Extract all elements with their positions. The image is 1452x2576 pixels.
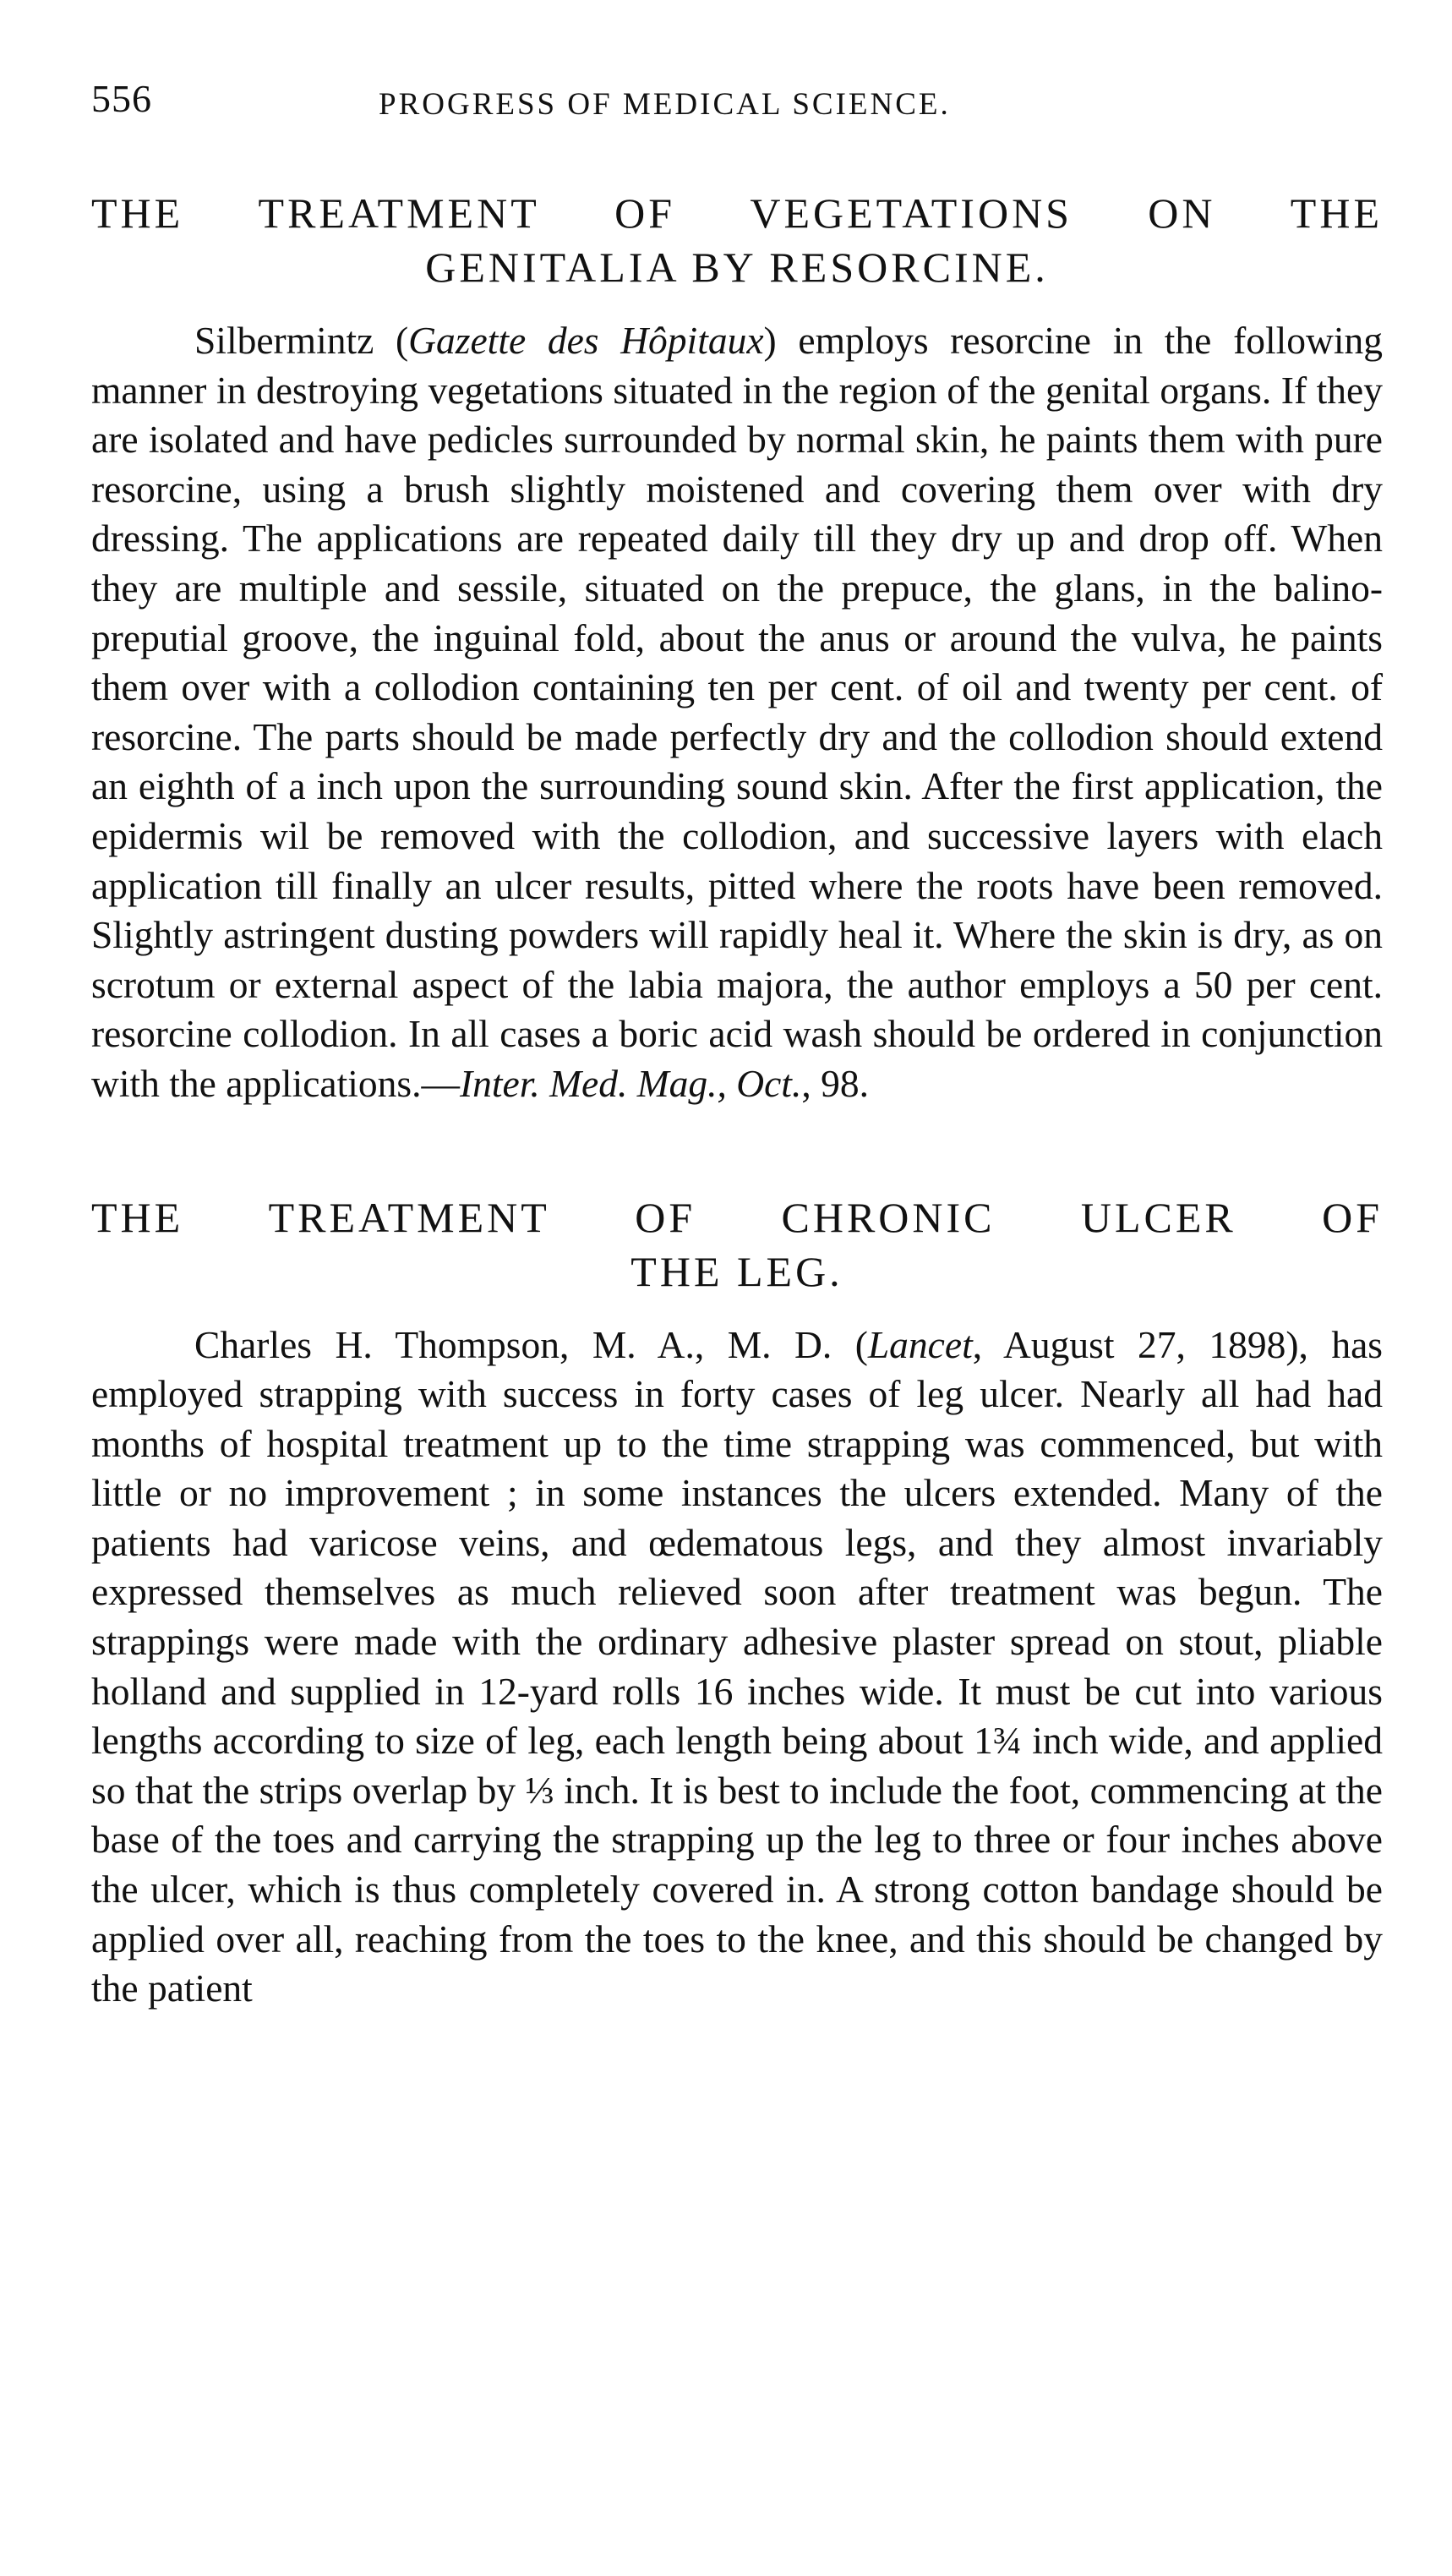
article-title	[91, 186, 1383, 294]
article-title-line-1: THE TREATMENT OF CHRONIC ULCER OF	[91, 1193, 1383, 1241]
article-text: ) employs resorcine in the following manner in destroying vegetations situated in the region of the genital organs. If they are isolated and have pedicles surrounded by normal skin, he paints them with pure resorcine, using a brush slightly moistened and covering them over with dry dressing. The applications are repeated daily till they dry up and drop off. When they are multiple and sessile, situated on the prepuce, the glans, in the balino-preputial groove, the inguinal fold, about the anus or around the vulva, he paints them over with a collodion containing ten per cent. of oil and twenty per cent. of resorcine. The parts should be made perfectly dry and the collodion should extend an eighth of a inch upon the surrounding sound skin. After the first application, the epidermis wil be removed with the collodion, and successive layers with elach application till finally an ulcer results, pitted where the roots have been removed. Slightly astringent dusting powders will rapidly heal it. Where the skin is dry, as on scrotum or external aspect of the labia majora, the author employs a 50 per cent. resorcine collodion. In all cases a boric acid wash should be ordered in conjunction with the applications.—	[91, 319, 1383, 1105]
article-chronic-ulcer	[91, 1190, 1383, 2014]
page-number: 556	[91, 77, 152, 120]
article-vegetations	[91, 186, 1383, 1109]
journal-title: PROGRESS OF MEDICAL SCIENCE.	[379, 87, 951, 122]
citation-tail: , 98.	[801, 1061, 869, 1105]
source-journal: Gazette des Hôpitaux	[408, 319, 764, 362]
article-author: Charles H. Thompson, M. A., M. D.	[194, 1322, 832, 1366]
article-title-line-1: THE TREATMENT OF VEGETATIONS ON THE	[91, 189, 1383, 237]
article-body	[91, 1321, 1383, 2014]
book-page	[91, 76, 1383, 2014]
article-title	[91, 1190, 1383, 1299]
article-title-line-2: THE LEG.	[630, 1247, 843, 1295]
article-text: , August 27, 1898), has employed strapping with success in forty cases of leg ulcer. Nearly all had had months of hospital treatment up to the time strapping was commenced, but with little or no improvement ; in some instances the ulcers extended. Many of the patients had varicose veins, and œdematous legs, and they almost invariably expressed themselves as much relieved soon after treatment was begun. The strappings were made with the ordinary adhesive plaster spread on stout, pliable holland and supplied in 12-yard rolls 16 inches wide. It must be cut into various lengths according to size of leg, each length being about 1¾ inch wide, and applied so that the strips overlap by ⅓ inch. It is best to include the foot, commencing at the base of the toes and carrying the strapping up the leg to three or four inches above the ulcer, which is thus completely covered in. A strong cotton bandage should be applied over all, reaching from the toes to the knee, and this should be changed by the patient	[91, 1322, 1383, 2010]
article-title-line-2: GENITALIA BY RESORCINE.	[425, 243, 1049, 291]
source-open: (	[832, 1322, 868, 1366]
citation: Inter. Med. Mag., Oct.	[459, 1061, 802, 1105]
running-head	[91, 76, 1383, 135]
article-author: Silbermintz	[194, 319, 374, 362]
source-journal: Lancet	[867, 1322, 973, 1366]
article-body	[91, 316, 1383, 1109]
source-open: (	[374, 319, 409, 362]
